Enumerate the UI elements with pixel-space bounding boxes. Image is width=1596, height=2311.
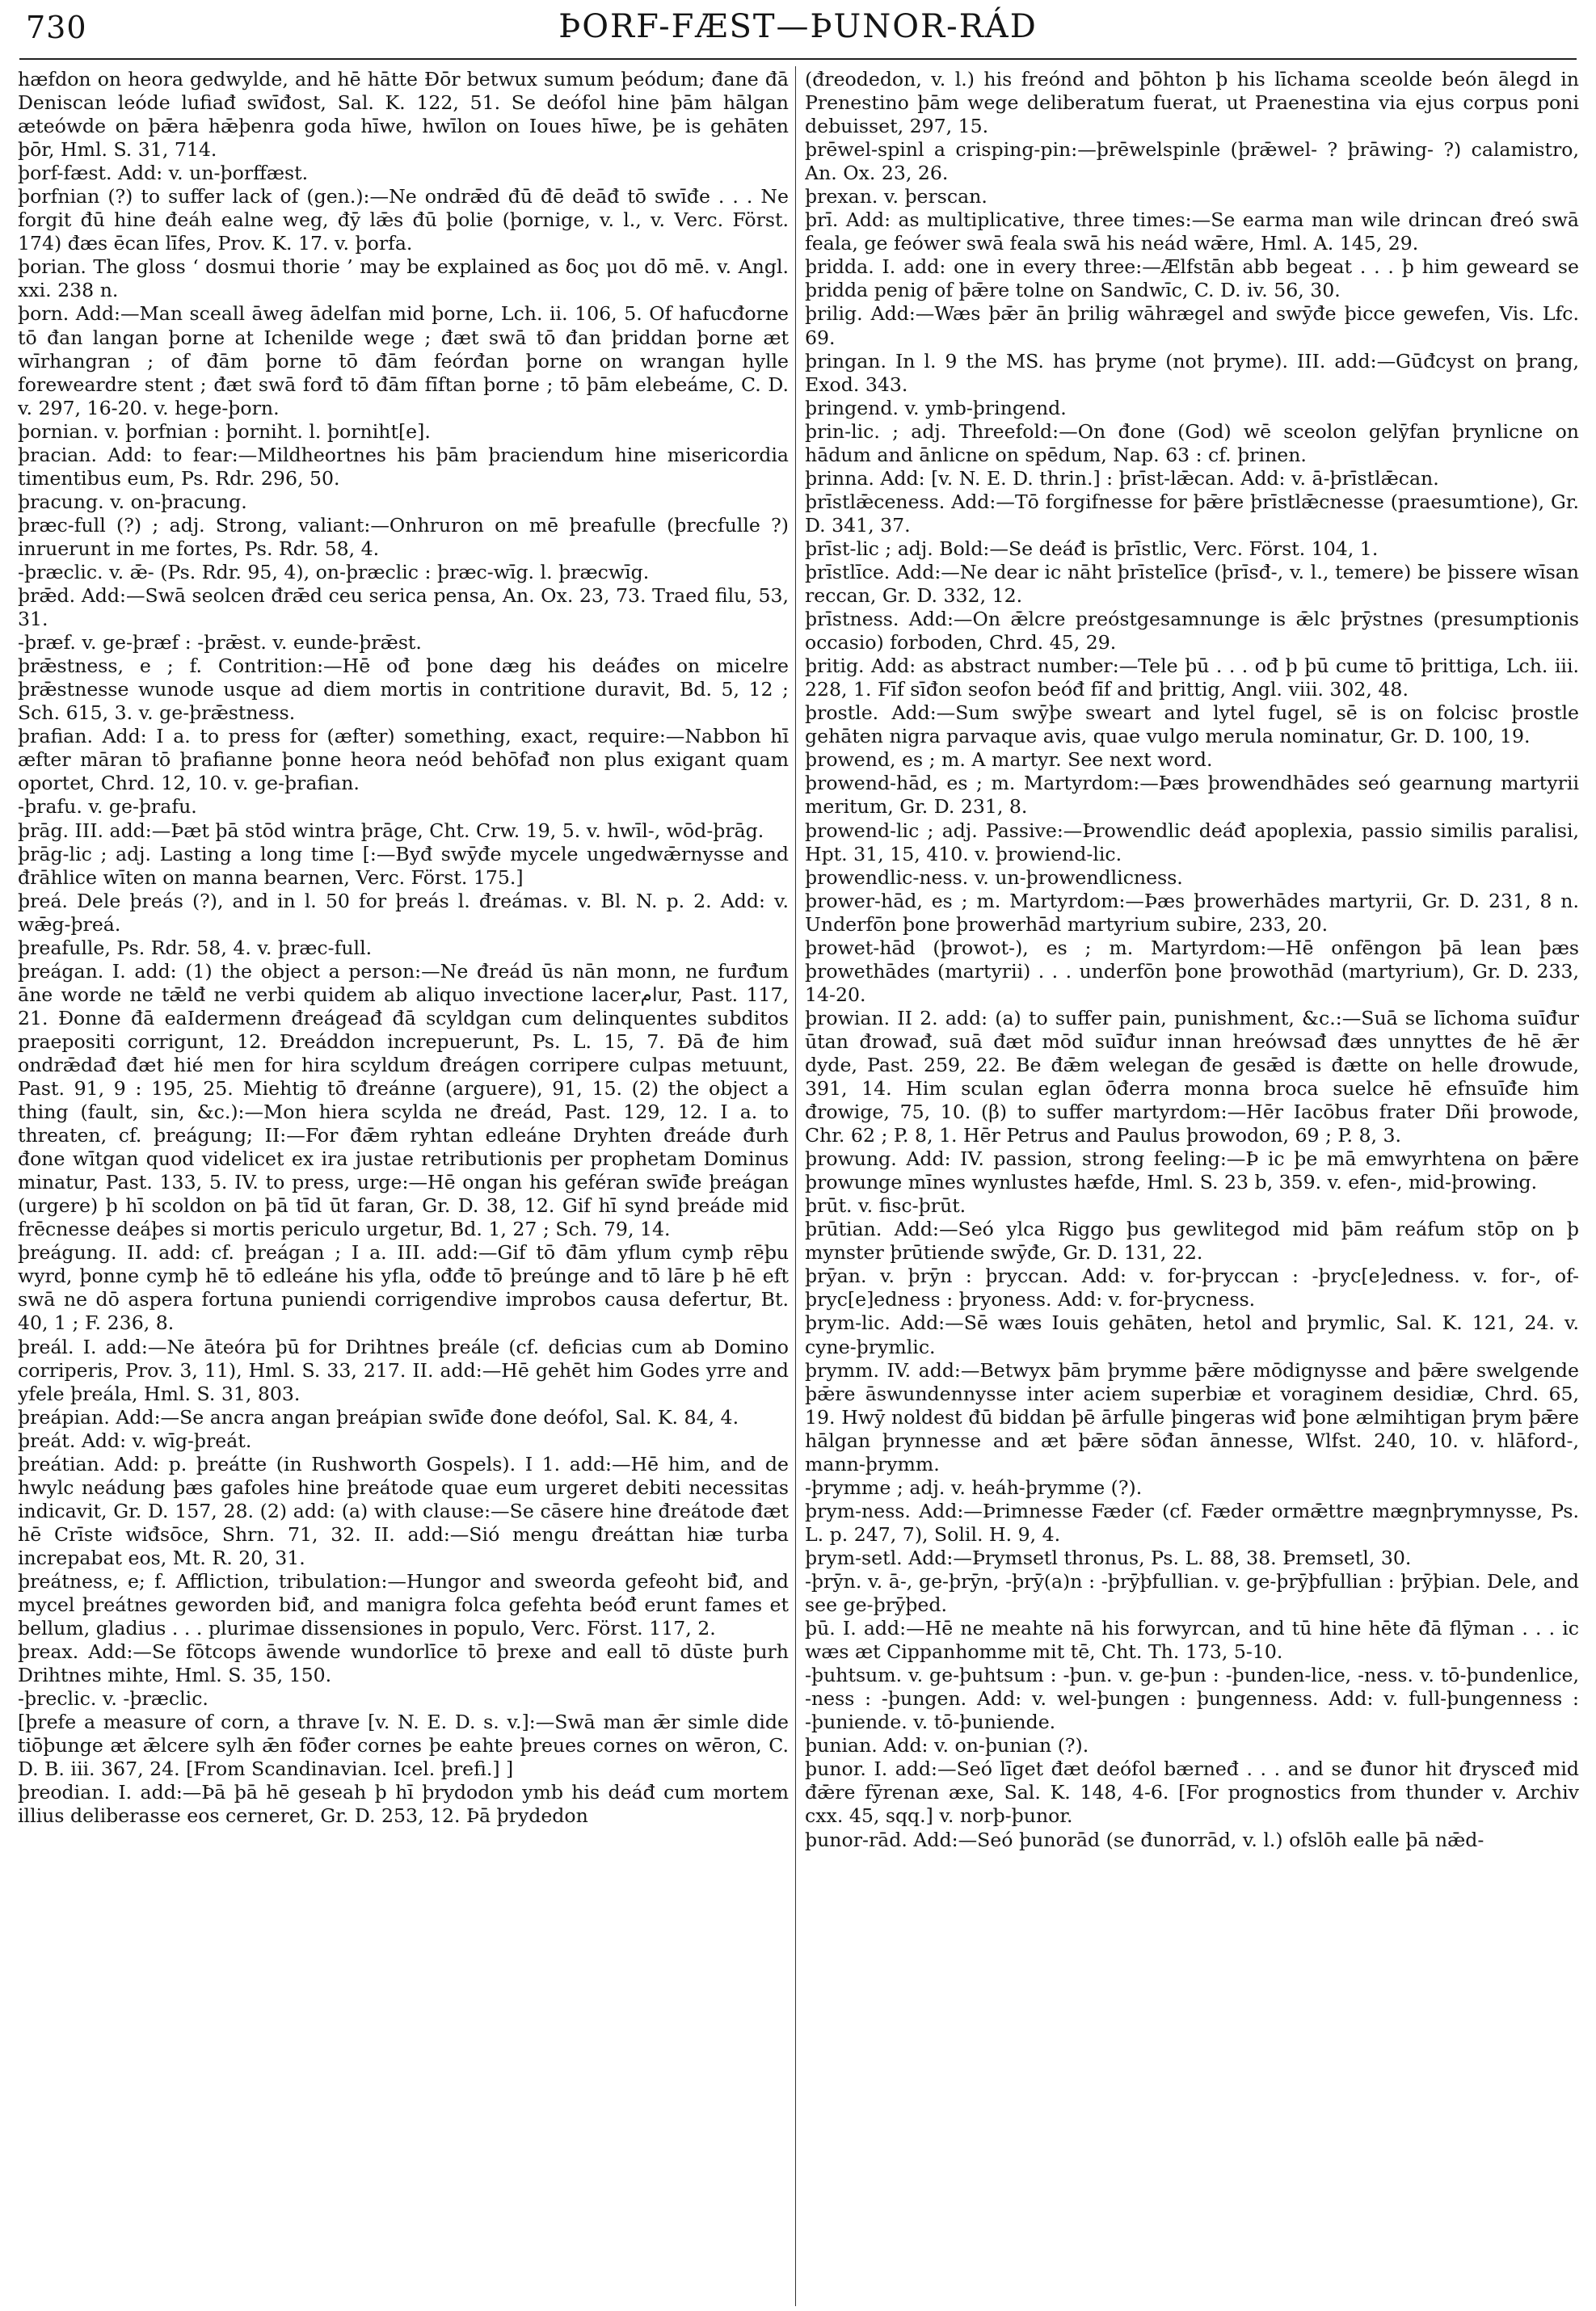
dictionary-entry: þornian. v. þorfnian : þorniht. l. þorniht[e]. bbox=[18, 419, 431, 443]
dictionary-entry: [þrefe a measure of corn, a thrave [v. N. E. D. s. v.]:—Swā man ǣr simle dide tiōþunge æt ǣlcere sylh ǣn fōđer cornes þe eahte þreues cornes on wēron, C. D. B. iii. 367, 24. [From Scandinavian. Icel. þrefi.] ] bbox=[18, 1711, 789, 1781]
dictionary-entry: þorf-fæst. Add: v. un-þorffæst. bbox=[18, 162, 309, 185]
dictionary-entry: þrostle. Add:—Sum swȳþe sweart and lytel fugel, sē is on folcisc þrostle gehāten nigra parvaque avis, quae vulgo merula nominatur, Gr. D. 100, 19. bbox=[805, 701, 1579, 748]
left-column bbox=[18, 68, 789, 2306]
dictionary-entry: þrowet-hād (þrowot-), es ; m. Martyrdom:—Hē onfēngon þā lean þæs þrowethādes (martyrii) . . . underfōn þone þrowothād (martyrium), Gr. D. 233, 14-20. bbox=[805, 936, 1579, 1006]
dictionary-entry: -þrafu. v. ge-þrafu. bbox=[18, 795, 197, 819]
dictionary-entry: þreátness, e; f. Affliction, tribulation:—Hungor and sweorda gefeoht biđ, and mycel þreátnes geworden biđ, and manigra folca gefehta beóđ erunt fames et bellum, gladius . . . plurimae dissensiones in populo, Verc. Först. 117, 2. bbox=[18, 1570, 789, 1640]
dictionary-entry: -þreclic. v. -þræclic. bbox=[18, 1687, 208, 1711]
dictionary-entry: þreátian. Add: p. þreátte (in Rushworth Gospels). I 1. add:—Hē him, and de hwylc neádung þæs gafoles hine þreátode quae eum urgeret debiti necessitas indicavit, Gr. D. 157, 28. (2) add: (a) with clause:—Se cāsere hine đreátode đæt hē Crīste wiđsōce, Shrn. 71, 32. II. add:—Sió mengu đreáttan hiæ turba increpabat eos, Mt. R. 20, 31. bbox=[18, 1452, 789, 1569]
dictionary-entry: -þræclic. v. ǣ- (Ps. Rdr. 95, 4), on-þræclic : þræc-wīg. l. þræcwīg. bbox=[18, 560, 650, 583]
dictionary-entry: þrūt. v. fisc-þrūt. bbox=[805, 1194, 966, 1218]
dictionary-entry: þreágung. II. add: cf. þreágan ; I a. III. add:—Gif tō đām yflum cymþ rēþu wyrd, þonne cymþ hē tō edleáne his yfla, ođđe tō þreúnge and tō lāre þ hē eft swā ne dō aspera fortuna puniendi corrigendive improbos causa defertur, Bt. 40, 1 ; F. 236, 8. bbox=[18, 1241, 789, 1335]
dictionary-entry: þrymm. IV. add:—Betwyx þām þrymme þǣre mōdignysse and þǣre swelgende þǣre āswundennysse inter aciem superbiæ et voraginem desidiæ, Chrd. 65, 19. Hwȳ noldest đū biddan þē ārfulle þingeras wiđ þone ælmihtigan þrym þǣre hālgan þrynnesse and æt þǣre sōđan ānnesse, Wlfst. 240, 10. v. hlāford-, mann-þrymm. bbox=[805, 1358, 1579, 1475]
dictionary-entry: þreágan. I. add: (1) the object a person:—Ne đreád ūs nān monn, ne furđum āne worde ne tǣlđ ne verbi quidem ab aliquo invectione lacerامur, Past. 117, 21. Đonne đā eaIdermenn đreágeađ đā scyldgan cum delinquentes subditos praepositi corrigunt, 12. Đreáddon increpuerunt, Ps. L. 15, 7. Đā đe him ondrǣdađ đæt hié men for hira scyldum đreágen corripere culpas metuunt, Past. 91, 9 : 195, 25. Miehtig tō đreánne (arguere), 91, 15. (2) the object a thing (fault, sin, &c.):—Mon hiera scylda ne đreád, Past. 129, 12. I a. to threaten, cf. þreágung; II:—For đǣm ryhtan edleáne Dryhten đreáde đurh đone wītgan quod videlicet ex ira justae retributionis per prophetam Dominus minatur, Past. 133, 5. IV. to press, urge:—Hē ongan his geféran swīđe þreágan (urgere) þ hī scoldon on þā tīd ūt faran, Gr. D. 38, 12. Gif hī synd þreáde mid frēcnesse deáþes si mortis periculo urgetur, Bd. 1, 27 ; Sch. 79, 14. bbox=[18, 959, 789, 1241]
running-head: ÞORF-FÆST—ÞUNOR-RÁD bbox=[558, 8, 1038, 45]
page-number: 730 bbox=[26, 10, 87, 45]
dictionary-entry: þreápian. Add:—Se ancra angan þreápian swīđe đone deófol, Sal. K. 84, 4. bbox=[18, 1405, 739, 1429]
dictionary-entry: þrower-hād, es ; m. Martyrdom:—Þæs þrowerhādes martyrii, Gr. D. 231, 8 n. Underfōn þone þrowerhād martyrium subire, 233, 20. bbox=[805, 889, 1579, 936]
dictionary-entry: þrowian. II 2. add: (a) to suffer pain, punishment, &c.:—Suā se līchoma suīđur ūtan đrowađ, suā đæt mōd suīđur innan hreówsađ đæs unnyttes đe hē ǣr dyde, Past. 259, 22. Be đǣm welegan đe gesǣd is đætte on helle đrowude, 391, 14. Him sculan eglan ōđerra monna broca suelce hē efnsuīđe him đrowige, 75, 10. (β) to suffer martyrdom:—Hēr Iacōbus frater Dñi þrowode, Chr. 62 ; P. 8, 1. Hēr Petrus and Paulus þrowodon, 69 ; P. 8, 3. bbox=[805, 1006, 1579, 1147]
dictionary-entry: þrǣd. Add:—Swā seolcen đrǣd ceu serica pensa, An. Ox. 23, 73. Traed filu, 53, 31. bbox=[18, 584, 789, 631]
dictionary-entry: þrinna. Add: [v. N. E. D. thrin.] : þrīst-lǣcan. Add: v. ā-þrīstlǣcan. bbox=[805, 466, 1439, 490]
dictionary-entry: þræc-full (?) ; adj. Strong, valiant:—Onhruron on mē þreafulle (þrecfulle ?) inruerunt in me fortes, Ps. Rdr. 58, 4. bbox=[18, 513, 789, 560]
dictionary-entry: -þrȳn. v. ā-, ge-þrȳn, -þrȳ(a)n : -þrȳþfullian. v. ge-þrȳþfullian : þrȳþian. Dele, and see ge-þrȳþed. bbox=[805, 1570, 1579, 1617]
dictionary-entry: þorn. Add:—Man sceall āweg ādelfan mid þorne, Lch. ii. 106, 5. Of hafucđorne tō đan langan þorne at Ichenilde wege ; đæt swā tō đan þriddan þorne æt wīrhangran ; of đām þorne tō đām feórđan þorne on wrangan hylle foreweardre stent ; đæt swā forđ tō đām fīftan þorne ; tō þām elebeáme, C. D. v. 297, 16-20. v. hege-þorn. bbox=[18, 302, 789, 419]
dictionary-entry: þrowendlic-ness. v. un-þrowendlicness. bbox=[805, 865, 1183, 889]
dictionary-entry: þrīst-lic ; adj. Bold:—Se deáđ is þrīstlic, Verc. Först. 104, 1. bbox=[805, 537, 1379, 560]
dictionary-entry: (đreodedon, v. l.) his freónd and þōhton þ his līchama sceolde beón ālegd in Prenestino þām wege deliberatum fuerat, ut Praenestina via ejus corpus poni debuisset, 297, 15. bbox=[805, 68, 1579, 138]
dictionary-entry: þracung. v. on-þracung. bbox=[18, 490, 247, 513]
dictionary-entry: þreafulle, Ps. Rdr. 58, 4. v. þræc-full. bbox=[18, 936, 373, 959]
dictionary-entry: þorian. The gloss ‘ dosmui thorie ’ may be explained as δος μοι dō mē. v. Angl. xxi. 238 n. bbox=[18, 255, 789, 302]
dictionary-entry: þrīstlīce. Add:—Ne dear ic nāht þrīstelīce (þrīsđ-, v. l., temere) be þissere wīsan reccan, Gr. D. 332, 12. bbox=[805, 560, 1579, 608]
dictionary-entry: þrīstness. Add:—On ǣlcre preóstgesamnunge is ǣlc þrȳstnes (presumptionis occasio) forboden, Chrd. 45, 29. bbox=[805, 608, 1579, 655]
dictionary-entry: þrowend-hād, es ; m. Martyrdom:—Þæs þrowendhādes seó gearnung martyrii meritum, Gr. D. 231, 8. bbox=[805, 772, 1579, 819]
right-column bbox=[805, 68, 1579, 2306]
dictionary-entry: þrȳan. v. þrȳn : þryccan. Add: v. for-þryccan : -þryc[e]edness. v. for-, of-þryc[e]edness : þryoness. Add: v. for-þrycness. bbox=[805, 1265, 1579, 1311]
dictionary-entry: þreát. Add: v. wīg-þreát. bbox=[18, 1429, 252, 1452]
header-rule bbox=[19, 58, 1577, 60]
dictionary-entry: þrafian. Add: I a. to press for (æfter) something, exact, require:—Nabbon hī æfter māran tō þrafianne þonne heora neód behōfađ non plus exigant quam oportet, Chrd. 12, 10. v. ge-þrafian. bbox=[18, 725, 789, 795]
dictionary-entry: þrym-ness. Add:—Þrimnesse Fæder (cf. Fæder ormǣttre mægnþrymnysse, Ps. L. p. 247, 7), Solil. H. 9, 4. bbox=[805, 1499, 1579, 1546]
dictionary-entry: þrīstlǣceness. Add:—Tō forgifnesse for þǣre þrīstlǣcnesse (praesumtione), Gr. D. 341, 37. bbox=[805, 490, 1579, 537]
dictionary-entry: þrowend, es ; m. A martyr. See next word. bbox=[805, 748, 1213, 772]
dictionary-entry: þrowung. Add: IV. passion, strong feeling:—Þ ic þe mā emwyrhtena on þǣre þrowunge mīnes wynlustes hæfde, Hml. S. 23 b, 359. v. efen-, mid-þrowing. bbox=[805, 1147, 1579, 1194]
dictionary-entry: -þræf. v. ge-þræf : -þrǣst. v. eunde-þrǣst. bbox=[18, 631, 422, 655]
dictionary-entry: þrexan. v. þerscan. bbox=[805, 185, 987, 208]
page-header bbox=[19, 8, 1577, 57]
dictionary-entry: þū. I. add:—Hē ne meahte nā his forwyrcan, and tū hine hēte đā flȳman . . . ic wæs æt Cippanhomme mit tē, Cht. Th. 173, 5-10. bbox=[805, 1617, 1579, 1664]
dictionary-entry: þrǣstness, e ; f. Contrition:—Hē ođ þone dæg his deáđes on micelre þrǣstnesse wunode usque ad diem mortis in contritione duravit, Bd. 5, 12 ; Sch. 615, 3. v. ge-þrǣstness. bbox=[18, 655, 789, 725]
dictionary-entry: þringan. In l. 9 the MS. has þryme (not þryme). III. add:—Gūđcyst on þrang, Exod. 343. bbox=[805, 349, 1579, 396]
dictionary-entry: þrēwel-spinl a crisping-pin:—þrēwelspinle (þrǣwel- ? þrāwing- ?) calamistro, An. Ox. 23, 26. bbox=[805, 138, 1579, 185]
dictionary-entry: þringend. v. ymb-þringend. bbox=[805, 396, 1067, 419]
dictionary-entry: þrowend-lic ; adj. Passive:—Þrowendlic deáđ apoplexia, passio similis paralisi, Hpt. 31, 15, 410. v. þrowiend-lic. bbox=[805, 819, 1579, 865]
dictionary-entry: þunian. Add: v. on-þunian (?). bbox=[805, 1734, 1089, 1757]
dictionary-entry: þritig. Add: as abstract number:—Tele þū . . . ođ þ þū cume tō þrittiga, Lch. iii. 228, 1. Fīf sīđon seofon beóđ fīf and þrittig, Angl. viii. 302, 48. bbox=[805, 655, 1579, 701]
dictionary-entry: þrin-lic. ; adj. Threefold:—On đone (God) wē sceolon gelȳfan þrynlicne on hādum and ānlicne on spēdum, Nap. 63 : cf. þrinen. bbox=[805, 419, 1579, 466]
dictionary-entry: þridda. I. add: one in every three:—Ælfstān abb begeat . . . þ him geweard se þridda penig of þǣre tolne on Sandwīc, C. D. iv. 56, 30. bbox=[805, 255, 1579, 302]
dictionary-entry: þreá. Dele þreás (?), and in l. 50 for þreás l. đreámas. v. Bl. N. p. 2. Add: v. wǣg-þreá. bbox=[18, 889, 789, 936]
dictionary-entry: þrāg-lic ; adj. Lasting a long time [:—Byđ swȳđe mycele ungedwǣrnysse and đrāhlice wīten on manna bearnen, Verc. Först. 175.] bbox=[18, 842, 789, 889]
dictionary-entry: þrilig. Add:—Wæs þǣr ān þrilig wāhrægel and swȳđe þicce gewefen, Vis. Lfc. 69. bbox=[805, 302, 1579, 349]
dictionary-entry: þrī. Add: as multiplicative, three times:—Se earma man wile drincan đreó swā feala, ge feówer swā feala swā his neád wǣre, Hml. A. 145, 29. bbox=[805, 208, 1579, 255]
dictionary-entry: þreál. I. add:—Ne āteóra þū for Drihtnes þreále (cf. deficias cum ab Domino corriperis, Prov. 3, 11), Hml. S. 33, 217. II. add:—Hē gehēt him Godes yrre and yfele þreála, Hml. S. 31, 803. bbox=[18, 1335, 789, 1405]
dictionary-entry: þreodian. I. add:—Þā þā hē geseah þ hī þrydodon ymb his deáđ cum mortem illius deliberasse eos cerneret, Gr. D. 253, 12. Þā þrydedon bbox=[18, 1781, 789, 1828]
dictionary-entry: þreax. Add:—Se fōtcops āwende wundorlīce tō þrexe and eall tō dūste þurh Drihtnes mihte, Hml. S. 35, 150. bbox=[18, 1640, 789, 1687]
dictionary-entry: hæfdon on heora gedwylde, and hē hātte Đōr betwux sumum þeódum; đane đā Deniscan leóde lufiađ swīđost, Sal. K. 122, 51. Se deófol hine þām hālgan æteówde on þǣra hǣþenra goda hīwe, hwīlon on Ioues hīwe, þe is gehāten þōr, Hml. S. 31, 714. bbox=[18, 68, 789, 162]
dictionary-entry: þrūtian. Add:—Seó ylca Riggo þus gewlitegod mid þām reáfum stōp on þ mynster þrūtiende swȳđe, Gr. D. 131, 22. bbox=[805, 1218, 1579, 1265]
dictionary-entry: þrāg. III. add:—Þæt þā stōd wintra þrāge, Cht. Crw. 19, 5. v. hwīl-, wōd-þrāg. bbox=[18, 819, 764, 842]
dictionary-entry: þracian. Add: to fear:—Mildheortnes his þām þraciendum hine misericordia timentibus eum, Ps. Rdr. 296, 50. bbox=[18, 443, 789, 490]
column-divider bbox=[795, 66, 796, 2306]
dictionary-entry: þunor. I. add:—Seó līget đæt deófol bærneđ . . . and se đunor hit đrysceđ mid đǣre fȳrenan æxe, Sal. K. 148, 4-6. [For prognostics from thunder v. Archiv cxx. 45, sqq.] v. norþ-þunor. bbox=[805, 1757, 1579, 1828]
dictionary-entry: þrym-setl. Add:—Þrymsetl thronus, Ps. L. 88, 38. Þremsetl, 30. bbox=[805, 1546, 1412, 1569]
dictionary-entry: þorfnian (?) to suffer lack of (gen.):—Ne ondrǣd đū đē deāđ tō swīđe . . . Ne forgit đū hine đeáh ealne weg, đȳ lǣs đū þolie (þornige, v. l., v. Verc. Först. 174) đæs ēcan līfes, Prov. K. 17. v. þorfa. bbox=[18, 185, 789, 255]
dictionary-entry: þunor-rād. Add:—Seó þunorād (se đunorrād, v. l.) ofslōh ealle þā nǣd- bbox=[805, 1828, 1484, 1851]
dictionary-entry: -þrymme ; adj. v. heáh-þrymme (?). bbox=[805, 1475, 1143, 1499]
dictionary-entry: þrym-lic. Add:—Sē wæs Iouis gehāten, hetol and þrymlic, Sal. K. 121, 24. v. cyne-þrymlic. bbox=[805, 1311, 1579, 1358]
dictionary-entry: -þuhtsum. v. ge-þuhtsum : -þun. v. ge-þun : -þunden-lice, -ness. v. tō-þundenlice, -ness : -þungen. Add: v. wel-þungen : þungenness. Add: v. full-þungenness : -þuniende. v. tō-þuniende. bbox=[805, 1664, 1579, 1734]
